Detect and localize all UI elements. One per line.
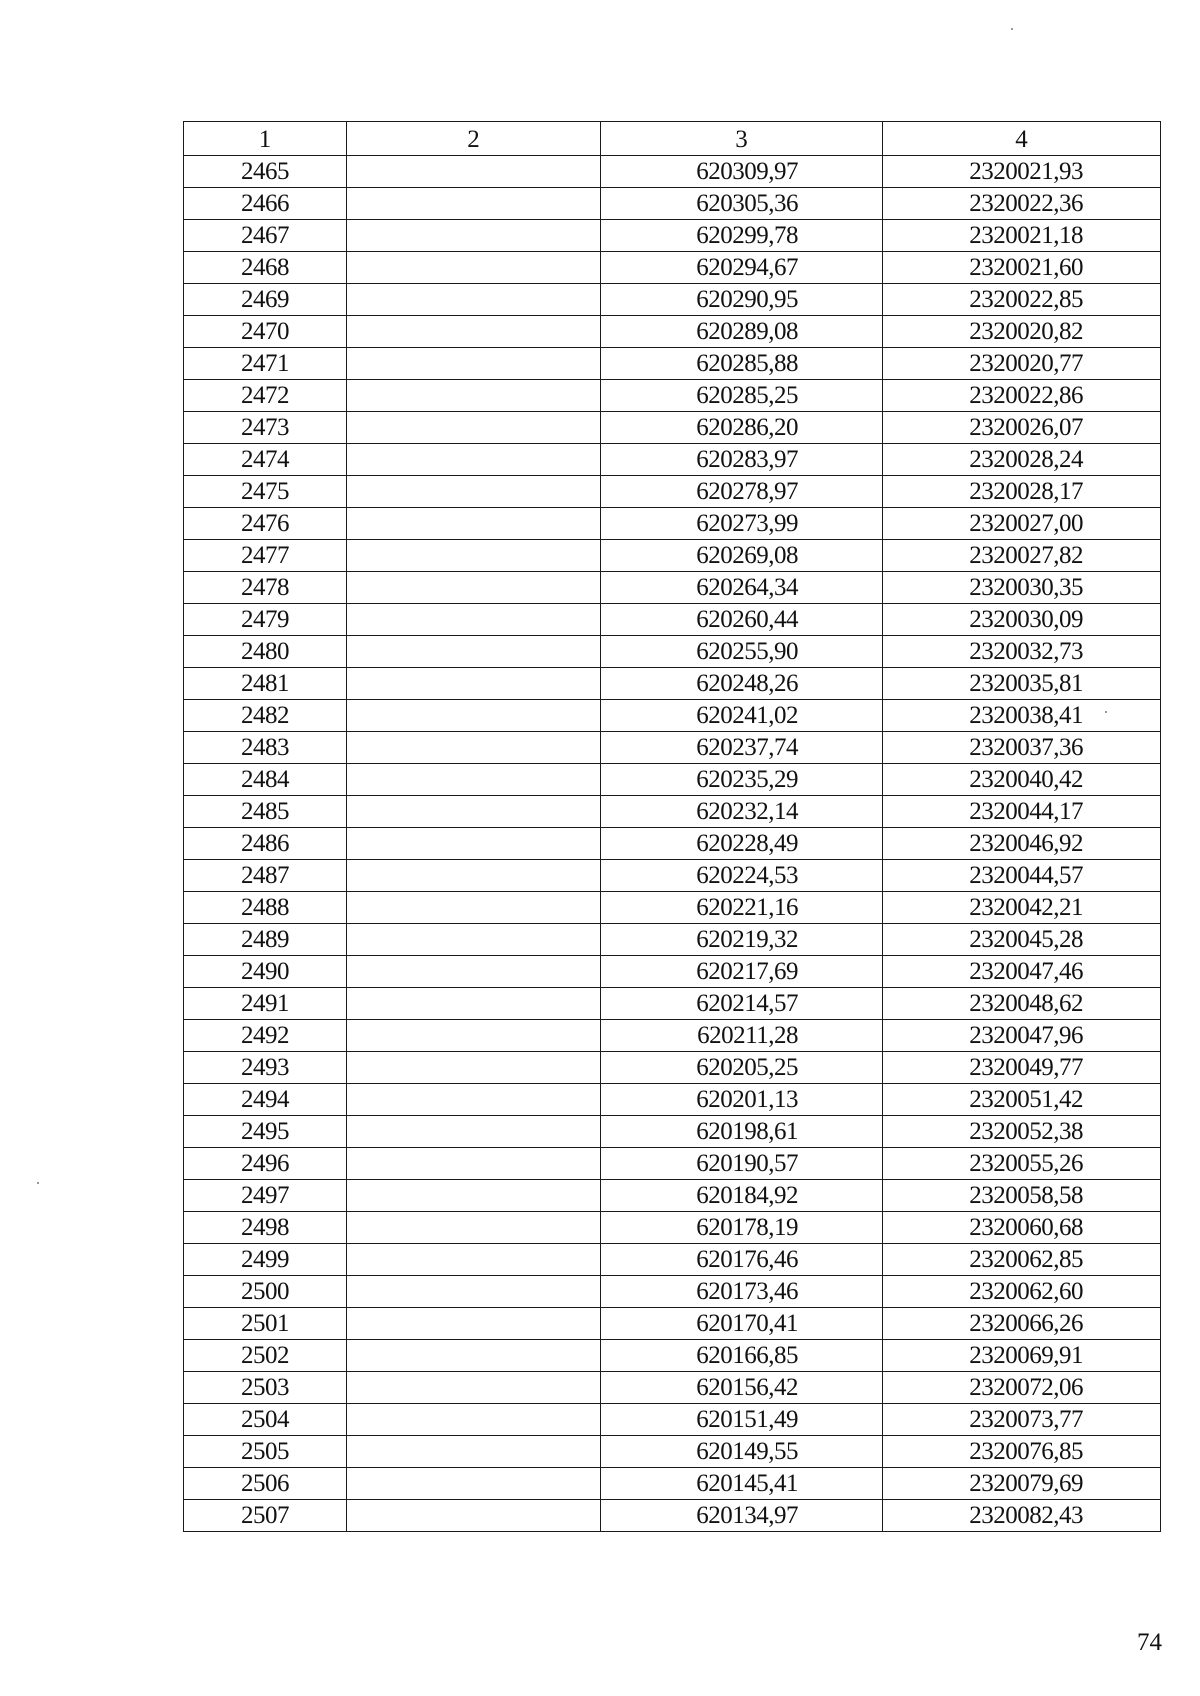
table-row: [184, 380, 1161, 412]
table-header-row: [184, 122, 1161, 156]
point-number-cell: 2507: [184, 1500, 347, 1532]
table-row: [184, 348, 1161, 380]
point-number-cell: 2493: [184, 1052, 347, 1084]
table-row: [184, 1052, 1161, 1084]
x-coordinate-cell: 620214,57: [601, 988, 883, 1020]
empty-cell: [347, 476, 601, 508]
point-number-cell: 2465: [184, 156, 347, 188]
table-row: [184, 796, 1161, 828]
x-coordinate-cell: 620173,46: [601, 1276, 883, 1308]
y-coordinate-cell: 2320022,36: [883, 188, 1161, 220]
point-number-cell: 2474: [184, 444, 347, 476]
empty-cell: [347, 860, 601, 892]
table-row: [184, 892, 1161, 924]
table-row: [184, 924, 1161, 956]
point-number-cell: 2469: [184, 284, 347, 316]
y-coordinate-cell: 2320048,62: [883, 988, 1161, 1020]
table-row: [184, 476, 1161, 508]
page-number: 74: [1137, 1629, 1162, 1656]
empty-cell: [347, 668, 601, 700]
y-coordinate-cell: 2320021,18: [883, 220, 1161, 252]
point-number-cell: 2498: [184, 1212, 347, 1244]
y-coordinate-cell: 2320047,96: [883, 1020, 1161, 1052]
y-coordinate-cell: 2320079,69: [883, 1468, 1161, 1500]
x-coordinate-cell: 620221,16: [601, 892, 883, 924]
table-row: [184, 1180, 1161, 1212]
x-coordinate-cell: 620149,55: [601, 1436, 883, 1468]
column-header-4: 4: [883, 122, 1161, 156]
y-coordinate-cell: 2320052,38: [883, 1116, 1161, 1148]
empty-cell: [347, 1340, 601, 1372]
point-number-cell: 2489: [184, 924, 347, 956]
empty-cell: [347, 316, 601, 348]
y-coordinate-cell: 2320027,00: [883, 508, 1161, 540]
point-number-cell: 2500: [184, 1276, 347, 1308]
empty-cell: [347, 1084, 601, 1116]
empty-cell: [347, 1404, 601, 1436]
point-number-cell: 2484: [184, 764, 347, 796]
empty-cell: [347, 1020, 601, 1052]
point-number-cell: 2479: [184, 604, 347, 636]
table-row: [184, 1212, 1161, 1244]
empty-cell: [347, 1468, 601, 1500]
point-number-cell: 2481: [184, 668, 347, 700]
y-coordinate-cell: 2320042,21: [883, 892, 1161, 924]
table-row: [184, 1276, 1161, 1308]
x-coordinate-cell: 620309,97: [601, 156, 883, 188]
empty-cell: [347, 924, 601, 956]
table-row: [184, 444, 1161, 476]
x-coordinate-cell: 620269,08: [601, 540, 883, 572]
x-coordinate-cell: 620286,20: [601, 412, 883, 444]
table-row: [184, 572, 1161, 604]
table-row: [184, 1468, 1161, 1500]
column-header-3: 3: [601, 122, 883, 156]
x-coordinate-cell: 620198,61: [601, 1116, 883, 1148]
x-coordinate-cell: 620228,49: [601, 828, 883, 860]
x-coordinate-cell: 620237,74: [601, 732, 883, 764]
table-row: [184, 764, 1161, 796]
point-number-cell: 2475: [184, 476, 347, 508]
table-row: [184, 1244, 1161, 1276]
x-coordinate-cell: 620285,25: [601, 380, 883, 412]
table-row: [184, 700, 1161, 732]
y-coordinate-cell: 2320055,26: [883, 1148, 1161, 1180]
table-row: [184, 316, 1161, 348]
empty-cell: [347, 1052, 601, 1084]
empty-cell: [347, 764, 601, 796]
empty-cell: [347, 348, 601, 380]
empty-cell: [347, 1308, 601, 1340]
table-row: [184, 668, 1161, 700]
x-coordinate-cell: 620176,46: [601, 1244, 883, 1276]
empty-cell: [347, 252, 601, 284]
scan-speck: [37, 1182, 39, 1184]
point-number-cell: 2466: [184, 188, 347, 220]
table-row: [184, 1116, 1161, 1148]
column-header-1: 1: [184, 122, 347, 156]
y-coordinate-cell: 2320044,17: [883, 796, 1161, 828]
point-number-cell: 2492: [184, 1020, 347, 1052]
table-row: [184, 988, 1161, 1020]
x-coordinate-cell: 620156,42: [601, 1372, 883, 1404]
y-coordinate-cell: 2320027,82: [883, 540, 1161, 572]
y-coordinate-cell: 2320066,26: [883, 1308, 1161, 1340]
empty-cell: [347, 284, 601, 316]
point-number-cell: 2505: [184, 1436, 347, 1468]
empty-cell: [347, 380, 601, 412]
empty-cell: [347, 1372, 601, 1404]
y-coordinate-cell: 2320038,41: [883, 700, 1161, 732]
point-number-cell: 2499: [184, 1244, 347, 1276]
empty-cell: [347, 220, 601, 252]
point-number-cell: 2472: [184, 380, 347, 412]
point-number-cell: 2501: [184, 1308, 347, 1340]
empty-cell: [347, 636, 601, 668]
empty-cell: [347, 1116, 601, 1148]
x-coordinate-cell: 620264,34: [601, 572, 883, 604]
x-coordinate-cell: 620260,44: [601, 604, 883, 636]
empty-cell: [347, 604, 601, 636]
point-number-cell: 2478: [184, 572, 347, 604]
table-row: [184, 732, 1161, 764]
y-coordinate-cell: 2320062,85: [883, 1244, 1161, 1276]
empty-cell: [347, 1244, 601, 1276]
table-row: [184, 508, 1161, 540]
empty-cell: [347, 796, 601, 828]
x-coordinate-cell: 620217,69: [601, 956, 883, 988]
y-coordinate-cell: 2320040,42: [883, 764, 1161, 796]
x-coordinate-cell: 620289,08: [601, 316, 883, 348]
empty-cell: [347, 508, 601, 540]
coordinates-table: [183, 121, 1161, 1532]
point-number-cell: 2473: [184, 412, 347, 444]
table-row: [184, 1020, 1161, 1052]
point-number-cell: 2485: [184, 796, 347, 828]
y-coordinate-cell: 2320030,09: [883, 604, 1161, 636]
table-row: [184, 1340, 1161, 1372]
table-row: [184, 540, 1161, 572]
x-coordinate-cell: 620232,14: [601, 796, 883, 828]
empty-cell: [347, 988, 601, 1020]
table-row: [184, 828, 1161, 860]
y-coordinate-cell: 2320028,24: [883, 444, 1161, 476]
x-coordinate-cell: 620278,97: [601, 476, 883, 508]
empty-cell: [347, 700, 601, 732]
x-coordinate-cell: 620201,13: [601, 1084, 883, 1116]
point-number-cell: 2491: [184, 988, 347, 1020]
empty-cell: [347, 892, 601, 924]
x-coordinate-cell: 620166,85: [601, 1340, 883, 1372]
table-row: [184, 284, 1161, 316]
x-coordinate-cell: 620190,57: [601, 1148, 883, 1180]
table-row: [184, 1148, 1161, 1180]
table-body: [184, 156, 1161, 1532]
y-coordinate-cell: 2320044,57: [883, 860, 1161, 892]
point-number-cell: 2476: [184, 508, 347, 540]
x-coordinate-cell: 620255,90: [601, 636, 883, 668]
x-coordinate-cell: 620305,36: [601, 188, 883, 220]
empty-cell: [347, 1276, 601, 1308]
empty-cell: [347, 828, 601, 860]
scan-speck: [1011, 28, 1013, 30]
empty-cell: [347, 1212, 601, 1244]
point-number-cell: 2506: [184, 1468, 347, 1500]
table-row: [184, 604, 1161, 636]
y-coordinate-cell: 2320022,86: [883, 380, 1161, 412]
x-coordinate-cell: 620248,26: [601, 668, 883, 700]
x-coordinate-cell: 620219,32: [601, 924, 883, 956]
empty-cell: [347, 1148, 601, 1180]
empty-cell: [347, 1180, 601, 1212]
y-coordinate-cell: 2320051,42: [883, 1084, 1161, 1116]
x-coordinate-cell: 620299,78: [601, 220, 883, 252]
y-coordinate-cell: 2320022,85: [883, 284, 1161, 316]
table-row: [184, 188, 1161, 220]
table-row: [184, 220, 1161, 252]
empty-cell: [347, 732, 601, 764]
y-coordinate-cell: 2320062,60: [883, 1276, 1161, 1308]
y-coordinate-cell: 2320046,92: [883, 828, 1161, 860]
point-number-cell: 2480: [184, 636, 347, 668]
empty-cell: [347, 540, 601, 572]
empty-cell: [347, 412, 601, 444]
column-header-2: 2: [347, 122, 601, 156]
table-row: [184, 1308, 1161, 1340]
y-coordinate-cell: 2320021,93: [883, 156, 1161, 188]
x-coordinate-cell: 620241,02: [601, 700, 883, 732]
scan-speck: [1105, 711, 1107, 713]
table-row: [184, 412, 1161, 444]
table-row: [184, 636, 1161, 668]
table-row: [184, 1084, 1161, 1116]
point-number-cell: 2483: [184, 732, 347, 764]
x-coordinate-cell: 620151,49: [601, 1404, 883, 1436]
y-coordinate-cell: 2320049,77: [883, 1052, 1161, 1084]
y-coordinate-cell: 2320035,81: [883, 668, 1161, 700]
x-coordinate-cell: 620224,53: [601, 860, 883, 892]
y-coordinate-cell: 2320072,06: [883, 1372, 1161, 1404]
y-coordinate-cell: 2320060,68: [883, 1212, 1161, 1244]
point-number-cell: 2497: [184, 1180, 347, 1212]
x-coordinate-cell: 620184,92: [601, 1180, 883, 1212]
x-coordinate-cell: 620205,25: [601, 1052, 883, 1084]
point-number-cell: 2477: [184, 540, 347, 572]
y-coordinate-cell: 2320047,46: [883, 956, 1161, 988]
x-coordinate-cell: 620273,99: [601, 508, 883, 540]
point-number-cell: 2495: [184, 1116, 347, 1148]
x-coordinate-cell: 620211,28: [601, 1020, 883, 1052]
table-row: [184, 860, 1161, 892]
point-number-cell: 2494: [184, 1084, 347, 1116]
y-coordinate-cell: 2320076,85: [883, 1436, 1161, 1468]
point-number-cell: 2471: [184, 348, 347, 380]
x-coordinate-cell: 620290,95: [601, 284, 883, 316]
point-number-cell: 2467: [184, 220, 347, 252]
y-coordinate-cell: 2320026,07: [883, 412, 1161, 444]
y-coordinate-cell: 2320020,82: [883, 316, 1161, 348]
x-coordinate-cell: 620178,19: [601, 1212, 883, 1244]
point-number-cell: 2486: [184, 828, 347, 860]
empty-cell: [347, 1436, 601, 1468]
point-number-cell: 2482: [184, 700, 347, 732]
y-coordinate-cell: 2320037,36: [883, 732, 1161, 764]
empty-cell: [347, 188, 601, 220]
y-coordinate-cell: 2320045,28: [883, 924, 1161, 956]
point-number-cell: 2503: [184, 1372, 347, 1404]
y-coordinate-cell: 2320069,91: [883, 1340, 1161, 1372]
x-coordinate-cell: 620145,41: [601, 1468, 883, 1500]
point-number-cell: 2504: [184, 1404, 347, 1436]
x-coordinate-cell: 620134,97: [601, 1500, 883, 1532]
point-number-cell: 2496: [184, 1148, 347, 1180]
y-coordinate-cell: 2320082,43: [883, 1500, 1161, 1532]
point-number-cell: 2502: [184, 1340, 347, 1372]
empty-cell: [347, 156, 601, 188]
point-number-cell: 2468: [184, 252, 347, 284]
point-number-cell: 2490: [184, 956, 347, 988]
table-row: [184, 156, 1161, 188]
table-row: [184, 1372, 1161, 1404]
y-coordinate-cell: 2320058,58: [883, 1180, 1161, 1212]
empty-cell: [347, 572, 601, 604]
y-coordinate-cell: 2320021,60: [883, 252, 1161, 284]
table-row: [184, 1436, 1161, 1468]
table-row: [184, 252, 1161, 284]
y-coordinate-cell: 2320032,73: [883, 636, 1161, 668]
y-coordinate-cell: 2320028,17: [883, 476, 1161, 508]
table-row: [184, 1500, 1161, 1532]
table-row: [184, 956, 1161, 988]
empty-cell: [347, 956, 601, 988]
point-number-cell: 2488: [184, 892, 347, 924]
empty-cell: [347, 444, 601, 476]
x-coordinate-cell: 620283,97: [601, 444, 883, 476]
point-number-cell: 2487: [184, 860, 347, 892]
table-row: [184, 1404, 1161, 1436]
y-coordinate-cell: 2320030,35: [883, 572, 1161, 604]
empty-cell: [347, 1500, 601, 1532]
x-coordinate-cell: 620170,41: [601, 1308, 883, 1340]
x-coordinate-cell: 620285,88: [601, 348, 883, 380]
x-coordinate-cell: 620294,67: [601, 252, 883, 284]
y-coordinate-cell: 2320020,77: [883, 348, 1161, 380]
y-coordinate-cell: 2320073,77: [883, 1404, 1161, 1436]
x-coordinate-cell: 620235,29: [601, 764, 883, 796]
point-number-cell: 2470: [184, 316, 347, 348]
